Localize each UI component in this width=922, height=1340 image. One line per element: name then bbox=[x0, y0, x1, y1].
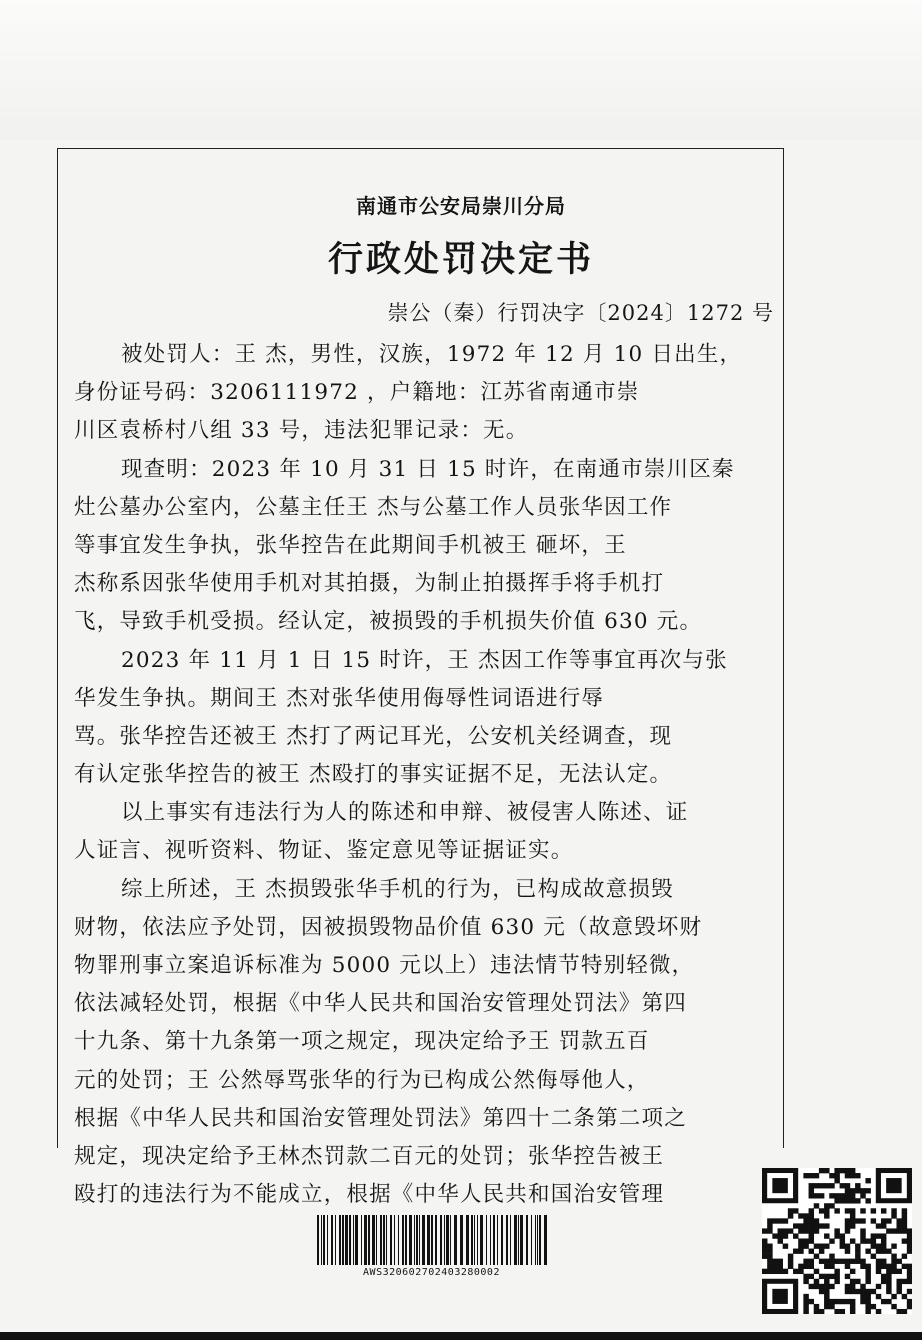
body-line: 身份证号码：3206111972 ，户籍地：江苏省南通市崇 bbox=[74, 380, 640, 406]
bottom-edge bbox=[0, 1332, 922, 1340]
body-line: 元的处罚；王 公然辱骂张华的行为已构成公然侮辱他人， bbox=[74, 1067, 650, 1093]
barcode-number: AWS320602702403280002 bbox=[363, 1267, 500, 1278]
body-line: 根据《中华人民共和国治安管理处罚法》第四十二条第二项之 bbox=[74, 1105, 687, 1131]
body-line: 华发生争执。期间王 杰对张华使用侮辱性词语进行辱 bbox=[74, 685, 605, 711]
body-line: 2023 年 11 月 1 日 15 时许，王 杰因工作等事宜再次与张 bbox=[121, 647, 728, 673]
body-line: 殴打的违法行为不能成立，根据《中华人民共和国治安管理 bbox=[74, 1182, 665, 1208]
document-number: 崇公（秦）行罚决字〔2024〕1272 号 bbox=[387, 301, 774, 325]
body-line: 物罪刑事立案追诉标准为 5000 元以上）违法情节特别轻微， bbox=[74, 953, 695, 978]
body-line: 十九条、第十九条第一项之规定，现决定给予王 罚款五百 bbox=[74, 1029, 650, 1055]
body-line: 以上事实有违法行为人的陈述和申辩、被侵害人陈述、证 bbox=[121, 800, 689, 826]
body-line: 骂。张华控告还被王 杰打了两记耳光，公安机关经调查，现 bbox=[74, 723, 673, 749]
photo-background bbox=[0, 0, 922, 140]
document-title: 行政处罚决定书 bbox=[327, 239, 594, 280]
body-line: 规定，现决定给予王林杰罚款二百元的处罚；张华控告被王 bbox=[74, 1143, 665, 1169]
issuing-agency: 南通市公安局崇川分局 bbox=[356, 194, 566, 218]
body-line: 依法减轻处罚，根据《中华人民共和国治安管理处罚法》第四 bbox=[74, 991, 687, 1017]
body-line: 现查明：2023 年 10 月 31 日 15 时许，在南通市崇川区秦 bbox=[121, 456, 735, 482]
barcode bbox=[313, 1213, 550, 1269]
body-line: 综上所述，王 杰损毁张华手机的行为，已构成故意损毁 bbox=[121, 876, 674, 902]
body-line: 财物，依法应予处罚，因被损毁物品价值 630 元（故意毁坏财 bbox=[74, 914, 703, 940]
qr-code bbox=[762, 1168, 912, 1314]
body-line: 川区袁桥村八组 33 号，违法犯罪记录：无。 bbox=[74, 418, 529, 444]
body-line: 人证言、视听资料、物证、鉴定意见等证据证实。 bbox=[74, 838, 574, 864]
body-line: 杰称系因张华使用手机对其拍摄，为制止拍摄挥手将手机打 bbox=[74, 571, 665, 597]
body-line: 有认定张华控告的被王 杰殴打的事实证据不足，无法认定。 bbox=[74, 762, 673, 788]
document-body bbox=[74, 336, 784, 1214]
body-line: 飞，导致手机受损。经认定，被损毁的手机损失价值 630 元。 bbox=[74, 609, 703, 635]
body-line: 等事宜发生争执，张华控告在此期间手机被王 砸坏，王 bbox=[74, 532, 627, 558]
body-line: 灶公墓办公室内，公墓主任王 杰与公墓工作人员张华因工作 bbox=[74, 494, 673, 520]
body-line: 被处罚人：王 杰，男性，汉族，1972 年 12 月 10 日出生， bbox=[121, 342, 743, 367]
